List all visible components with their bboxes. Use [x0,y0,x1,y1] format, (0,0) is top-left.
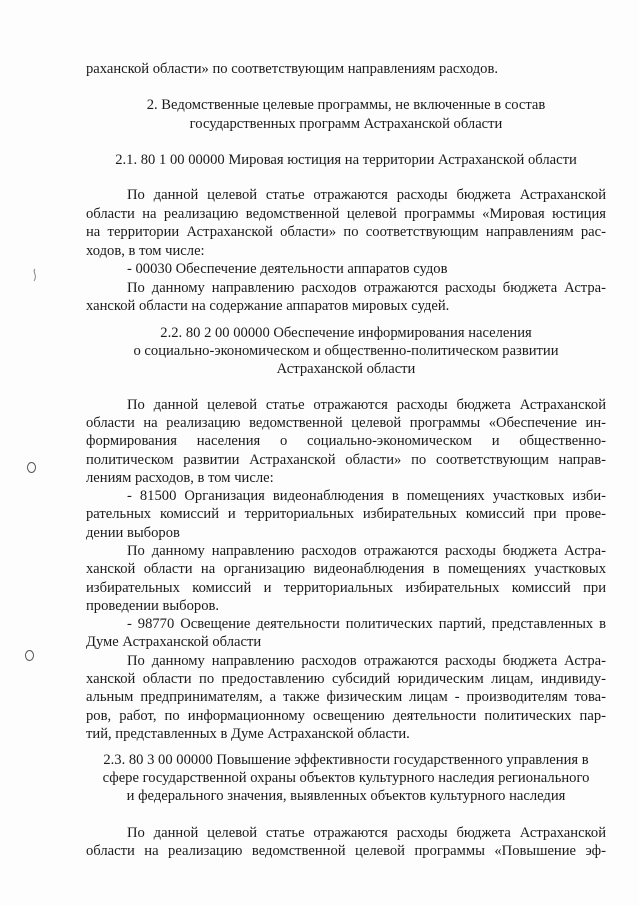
paragraph-line: избирательных комиссий и территориальных избирательных комиссий при [86,580,606,596]
subsection-heading-line: 2.1. 80 1 00 00000 Мировая юстиция на территории Астраханской области [115,152,577,168]
paragraph-line: области на реализацию ведомственной целевой программы «Повышение эф- [86,843,606,859]
paragraph-line: проведении выборов. [86,598,220,614]
subsection-heading-line: Астраханской области [276,361,416,377]
list-item-line: рательных комиссий и территориальных избирательных комиссий при прове- [86,506,606,522]
paragraph-line: ханской области на содержание аппаратов мировых судей. [86,298,450,314]
paragraph-line: области на реализацию ведомственной целевой программы «Мировая юстиция [86,206,606,222]
paragraph-line: на территории Астраханской области» по соответствующим направлениям рас- [86,224,606,240]
subsection-heading-line: о социально-экономическом и общественно-политическом развитии [133,343,559,359]
paragraph-line: формирования населения о социально-экономическом и общественно- [86,433,606,449]
subsection-heading-line: 2.3. 80 3 00 00000 Повышение эффективности государственного управления в [103,752,589,768]
paragraph-line: По данному направлению расходов отражаются расходы бюджета Астра- [127,543,606,559]
paragraph-line: ханской области на организацию видеонаблюдения в помещениях участковых [86,561,606,577]
paragraph-line: По данной целевой статье отражаются расходы бюджета Астраханской [127,397,606,413]
subsection-heading-line: 2.2. 80 2 00 00000 Обеспечение информирования населения [160,325,532,341]
paragraph-line: ханской области по предоставлению субсидий юридическим лицам, индивиду- [86,671,606,687]
section-heading-line: государственных программ Астраханской области [189,116,503,132]
paragraph-line: ходов, в том числе: [86,243,205,259]
paragraph-line: По данной целевой статье отражаются расходы бюджета Астраханской [127,825,606,841]
subsection-heading-line: сфере государственной охраны объектов культурного наследия регионального [102,770,590,786]
paragraph-line: ров, работ, по информационному освещению деятельности политических пар- [86,708,606,724]
paragraph-line: политическом развитии Астраханской области» по соответствующим направ- [86,452,606,468]
list-item-line: - 81500 Организация видеонаблюдения в помещениях участковых изби- [127,488,606,504]
paragraph-line: По данному направлению расходов отражаются расходы бюджета Астра- [127,280,606,296]
paragraph-line: тий, представленных в Думе Астраханской области. [86,726,410,742]
list-item-line: - 00030 Обеспечение деятельности аппаратов судов [127,261,448,277]
punch-hole-mark [25,650,34,661]
text-line: раханской области» по соответствующим направлениям расходов. [86,61,498,77]
paragraph-line: По данному направлению расходов отражаются расходы бюджета Астра- [127,653,606,669]
punch-hole-mark [27,462,36,473]
paragraph-line: лениям расходов, в том числе: [86,470,274,486]
section-heading-line: 2. Ведомственные целевые программы, не включенные в состав [146,97,546,113]
paragraph-line: альным предпринимателям, а также физическим лицам - производителям това- [86,689,606,705]
list-item-line: Думе Астраханской области [86,634,262,650]
paragraph-line: области на реализацию ведомственной целевой программы «Обеспечение ин- [86,415,606,431]
list-item-line: дении выборов [86,525,180,541]
list-item-line: - 98770 Освещение деятельности политических партий, представленных в [127,616,606,632]
subsection-heading-line: и федерального значения, выявленных объектов культурного наследия [126,788,566,804]
scan-mark [30,268,40,282]
paragraph-line: По данной целевой статье отражаются расходы бюджета Астраханской [127,187,606,203]
